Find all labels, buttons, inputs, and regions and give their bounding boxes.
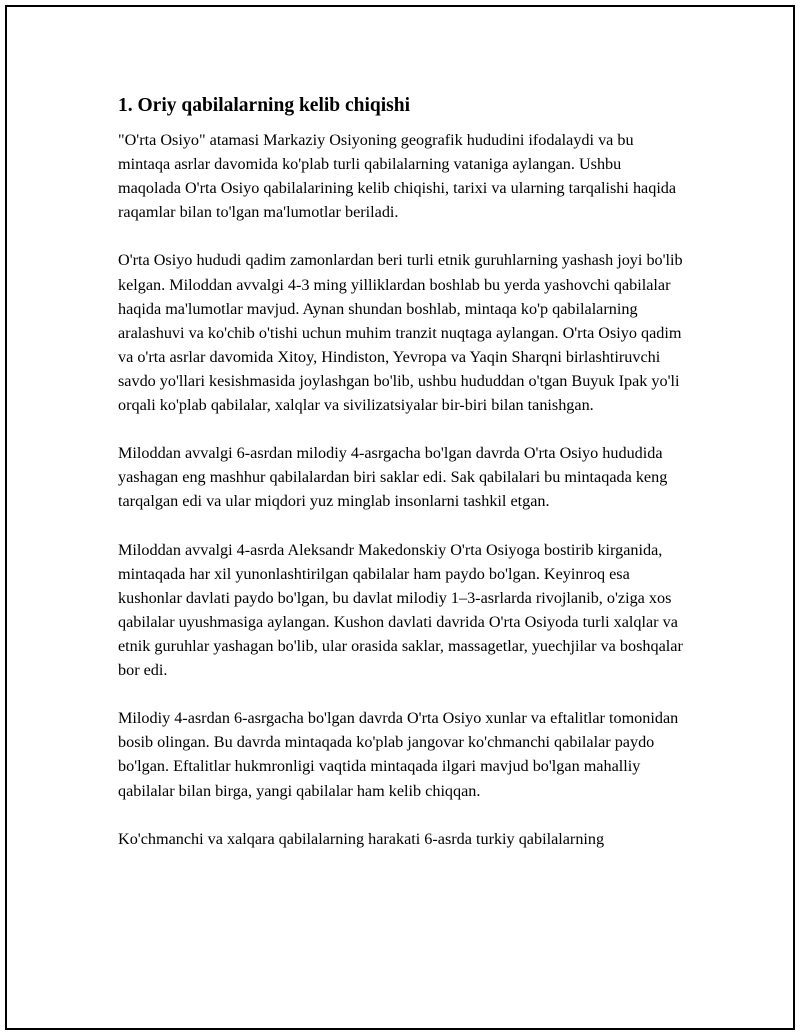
section-heading: 1. Oriy qabilalarning kelib chiqishi — [118, 95, 411, 116]
paragraph-ancient-history: O'rta Osiyo hududi qadim zamonlardan beri turli etnik guruhlarning yashash joyi bo'lib kelgan. Miloddan avvalgi 4-3 ming yilliklardan boshlab bu yerda yashovchi qabilalar haqida ma'lumotlar mavjud. Aynan shundan boshlab, mintaqa ko'p qabilalarning aralashuvi va ko'chib o'tishi uchun muhim tranzit nuqtaga aylangan. O'rta Osiyo qadim va o'rta asrlar davomida Xitoy, Hindiston, Yevropa va Yaqin Sharqni birlashtiruvchi savdo yo'llari kesishmasida joylashgan bo'lib, ushbu hududdan o'tgan Buyuk Ipak yo'li orqali ko'plab qabilalar, xalqlar va sivilizatsiyalar bir-biri bilan tanishgan. — [118, 251, 683, 415]
paragraph-intro: "O'rta Osiyo" atamasi Markaziy Osiyoning geografik hududini ifodalaydi va bu mintaqa asrlar davomida ko'plab turli qabilalarning vataniga aylangan. Ushbu maqolada O'rta Osiyo qabilalarining kelib chiqishi, tarixi va ularning tarqalishi haqida raqamlar bilan to'lgan ma'lumotlar beriladi. — [118, 131, 677, 222]
paragraph-huns-hephthalites: Milodiy 4-asrdan 6-asrgacha bo'lgan davrda O'rta Osiyo xunlar va eftalitlar tomonidan bosib olingan. Bu davrda mintaqada ko'plab jangovar ko'chmanchi qabilalar paydo bo'lgan. Eftalitlar hukmronligi vaqtida mintaqada ilgari mavjud bo'lgan mahalliy qabilalar bilan birga, yangi qabilalar ham kelib chiqqan. — [118, 709, 679, 800]
paragraph-alexander-kushan: Miloddan avvalgi 4-asrda Aleksandr Makedonskiy O'rta Osiyoga bostirib kirganida, mintaqada har xil yunonlashtirilgan qabilalar ham paydo bo'lgan. Keyinroq esa kushonlar davlati paydo bo'lgan, bu davlat milodiy 1–3-asrlarda rivojlanib, o'ziga xos qabilalar uyushmasiga aylangan. Kushon davlati davrida O'rta Osiyoda turli xalqlar va etnik guruhlar yashagan bo'lib, ular orasida saklar, massagetlar, yuechjilar va boshqalar bor edi. — [118, 540, 683, 680]
document-body — [118, 92, 688, 875]
paragraph-saka: Miloddan avvalgi 6-asrdan milodiy 4-asrgacha bo'lgan davrda O'rta Osiyo hududida yashagan eng mashhur qabilalardan biri saklar edi. Sak qabilalari bu mintaqada keng tarqalgan edi va ular miqdori yuz minglab insonlarni tashkil etgan. — [118, 444, 668, 511]
paragraph-nomads: Ko'chmanchi va xalqara qabilalarning harakati 6-asrda turkiy qabilalarning — [118, 829, 605, 848]
